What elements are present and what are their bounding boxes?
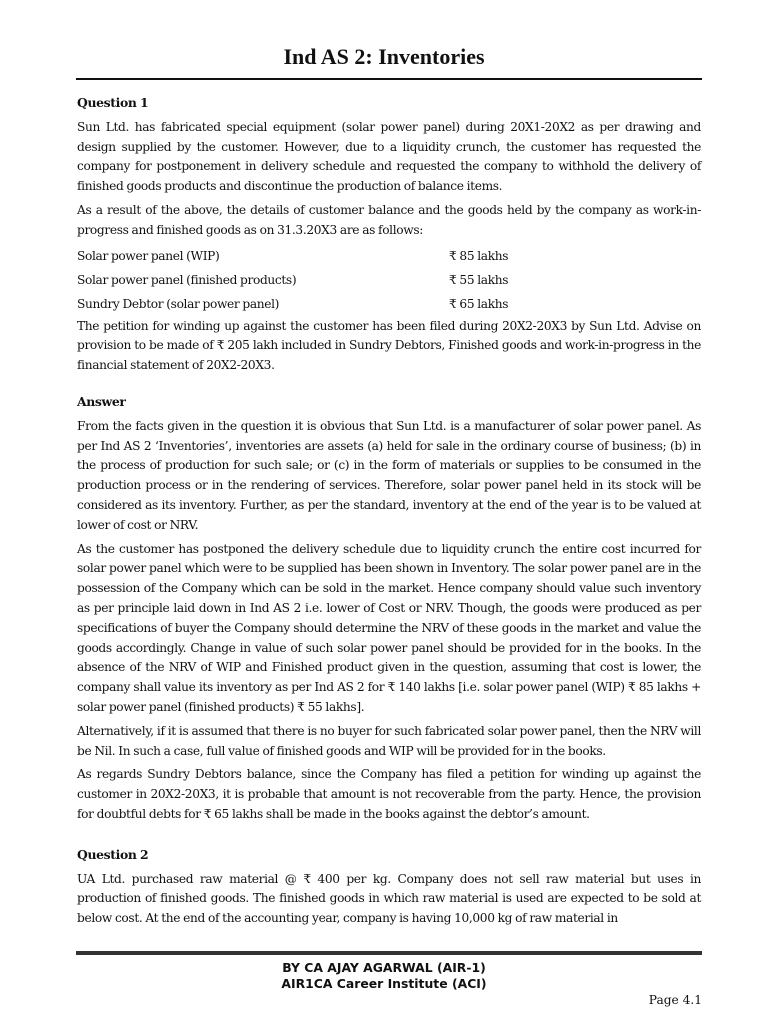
page-number: Page 4.1 [648,993,702,1007]
footer-institute: AIR1CA Career Institute (ACI) [281,976,487,991]
page-title: Ind AS 2: Inventories [283,44,485,69]
document-body [77,93,701,933]
footer-author: BY CA AJAY AGARWAL (AIR-1) [282,960,486,975]
answer-paragraph: From the facts given in the question it is obvious that Sun Ltd. is a manufacturer of solar power panel. As per Ind AS 2 ‘Inventories’, inventories are assets (a) held for sale in the ordinary course of business; (b) in the process of production for such sale; or (c) in the form of materials or supplies to be consumed in the production process or in the rendering of services. Therefore, solar power panel held in its stock will be considered as its inventory. Further, as per the standard, inventory at the end of the year is to be valued at lower of cost or NRV. [77,418,701,532]
footer [0,960,768,992]
question-2-paragraph: UA Ltd. purchased raw material @ ₹ 400 per kg. Company does not sell raw material but uses in production of finished goods. The finished goods in which raw material is used are expected to be sold at below cost. At the end of the accounting year, company is having 10,000 kg of raw material in [77,871,701,926]
balance-list [77,245,701,317]
question-2-section [77,845,701,929]
balance-item-value: ₹ 85 lakhs [449,248,509,263]
balance-item [77,245,701,269]
question-1-paragraph: The petition for winding up against the customer has been filed during 20X2-20X3 by Sun Ltd. Advise on provision to be made of ₹ 205 lakh included in Sundry Debtors, Finished goods and work-in-progress in the financial statement of 20X2-20X3. [77,318,701,373]
header-rule [76,78,702,80]
question-1-paragraph: As a result of the above, the details of customer balance and the goods held by the company as work-in-progress and finished goods as on 31.3.20X3 are as follows: [77,202,701,237]
answer-section [77,392,701,825]
balance-item-label: Solar power panel (finished products) [77,272,297,287]
question-1-heading: Question 1 [77,95,149,110]
balance-item-value: ₹ 55 lakhs [449,272,509,287]
balance-item [77,269,701,293]
answer-paragraph: As the customer has postponed the delivery schedule due to liquidity crunch the entire cost incurred for solar power panel which were to be supplied has been shown in Inventory. The solar power panel are in the possession of the Company which can be sold in the market. Hence company should value such inventory as per principle laid down in Ind AS 2 i.e. lower of Cost or NRV. Though, the goods were produced as per specifications of buyer the Company should determine the NRV of these goods in the market and value the goods accordingly. Change in value of such solar power panel should be provided for in the books. In the absence of the NRV of WIP and Finished product given in the question, assuming that cost is lower, the company shall value its inventory as per Ind AS 2 for ₹ 140 lakhs [i.e. solar power panel (WIP) ₹ 85 lakhs + solar power panel (finished products) ₹ 55 lakhs]. [77,541,701,714]
answer-paragraph: As regards Sundry Debtors balance, since the Company has filed a petition for winding up against the customer in 20X2-20X3, it is probable that amount is not recoverable from the party. Hence, the provision for doubtful debts for ₹ 65 lakhs shall be made in the books against the debtor’s amount. [77,767,701,821]
balance-item-label: Solar power panel (WIP) [77,248,220,263]
footer-rule [76,951,702,955]
balance-item-value: ₹ 65 lakhs [449,296,509,311]
question-1-section [77,93,701,376]
balance-item [77,293,701,317]
answer-heading: Answer [77,393,126,409]
balance-item-label: Sundry Debtor (solar power panel) [77,296,280,311]
question-1-paragraph: Sun Ltd. has fabricated special equipment (solar power panel) during 20X1-20X2 as per drawing and design supplied by the customer. However, due to a liquidity crunch, the customer has requested the company for postponement in delivery schedule and requested the company to withhold the delivery of finished goods products and discontinue the production of balance items. [77,119,701,194]
answer-paragraph: Alternatively, if it is assumed that there is no buyer for such fabricated solar power panel, then the NRV will be Nil. In such a case, full value of finished goods and WIP will be provided for in the books. [77,723,701,758]
question-2-heading: Question 2 [77,846,149,862]
